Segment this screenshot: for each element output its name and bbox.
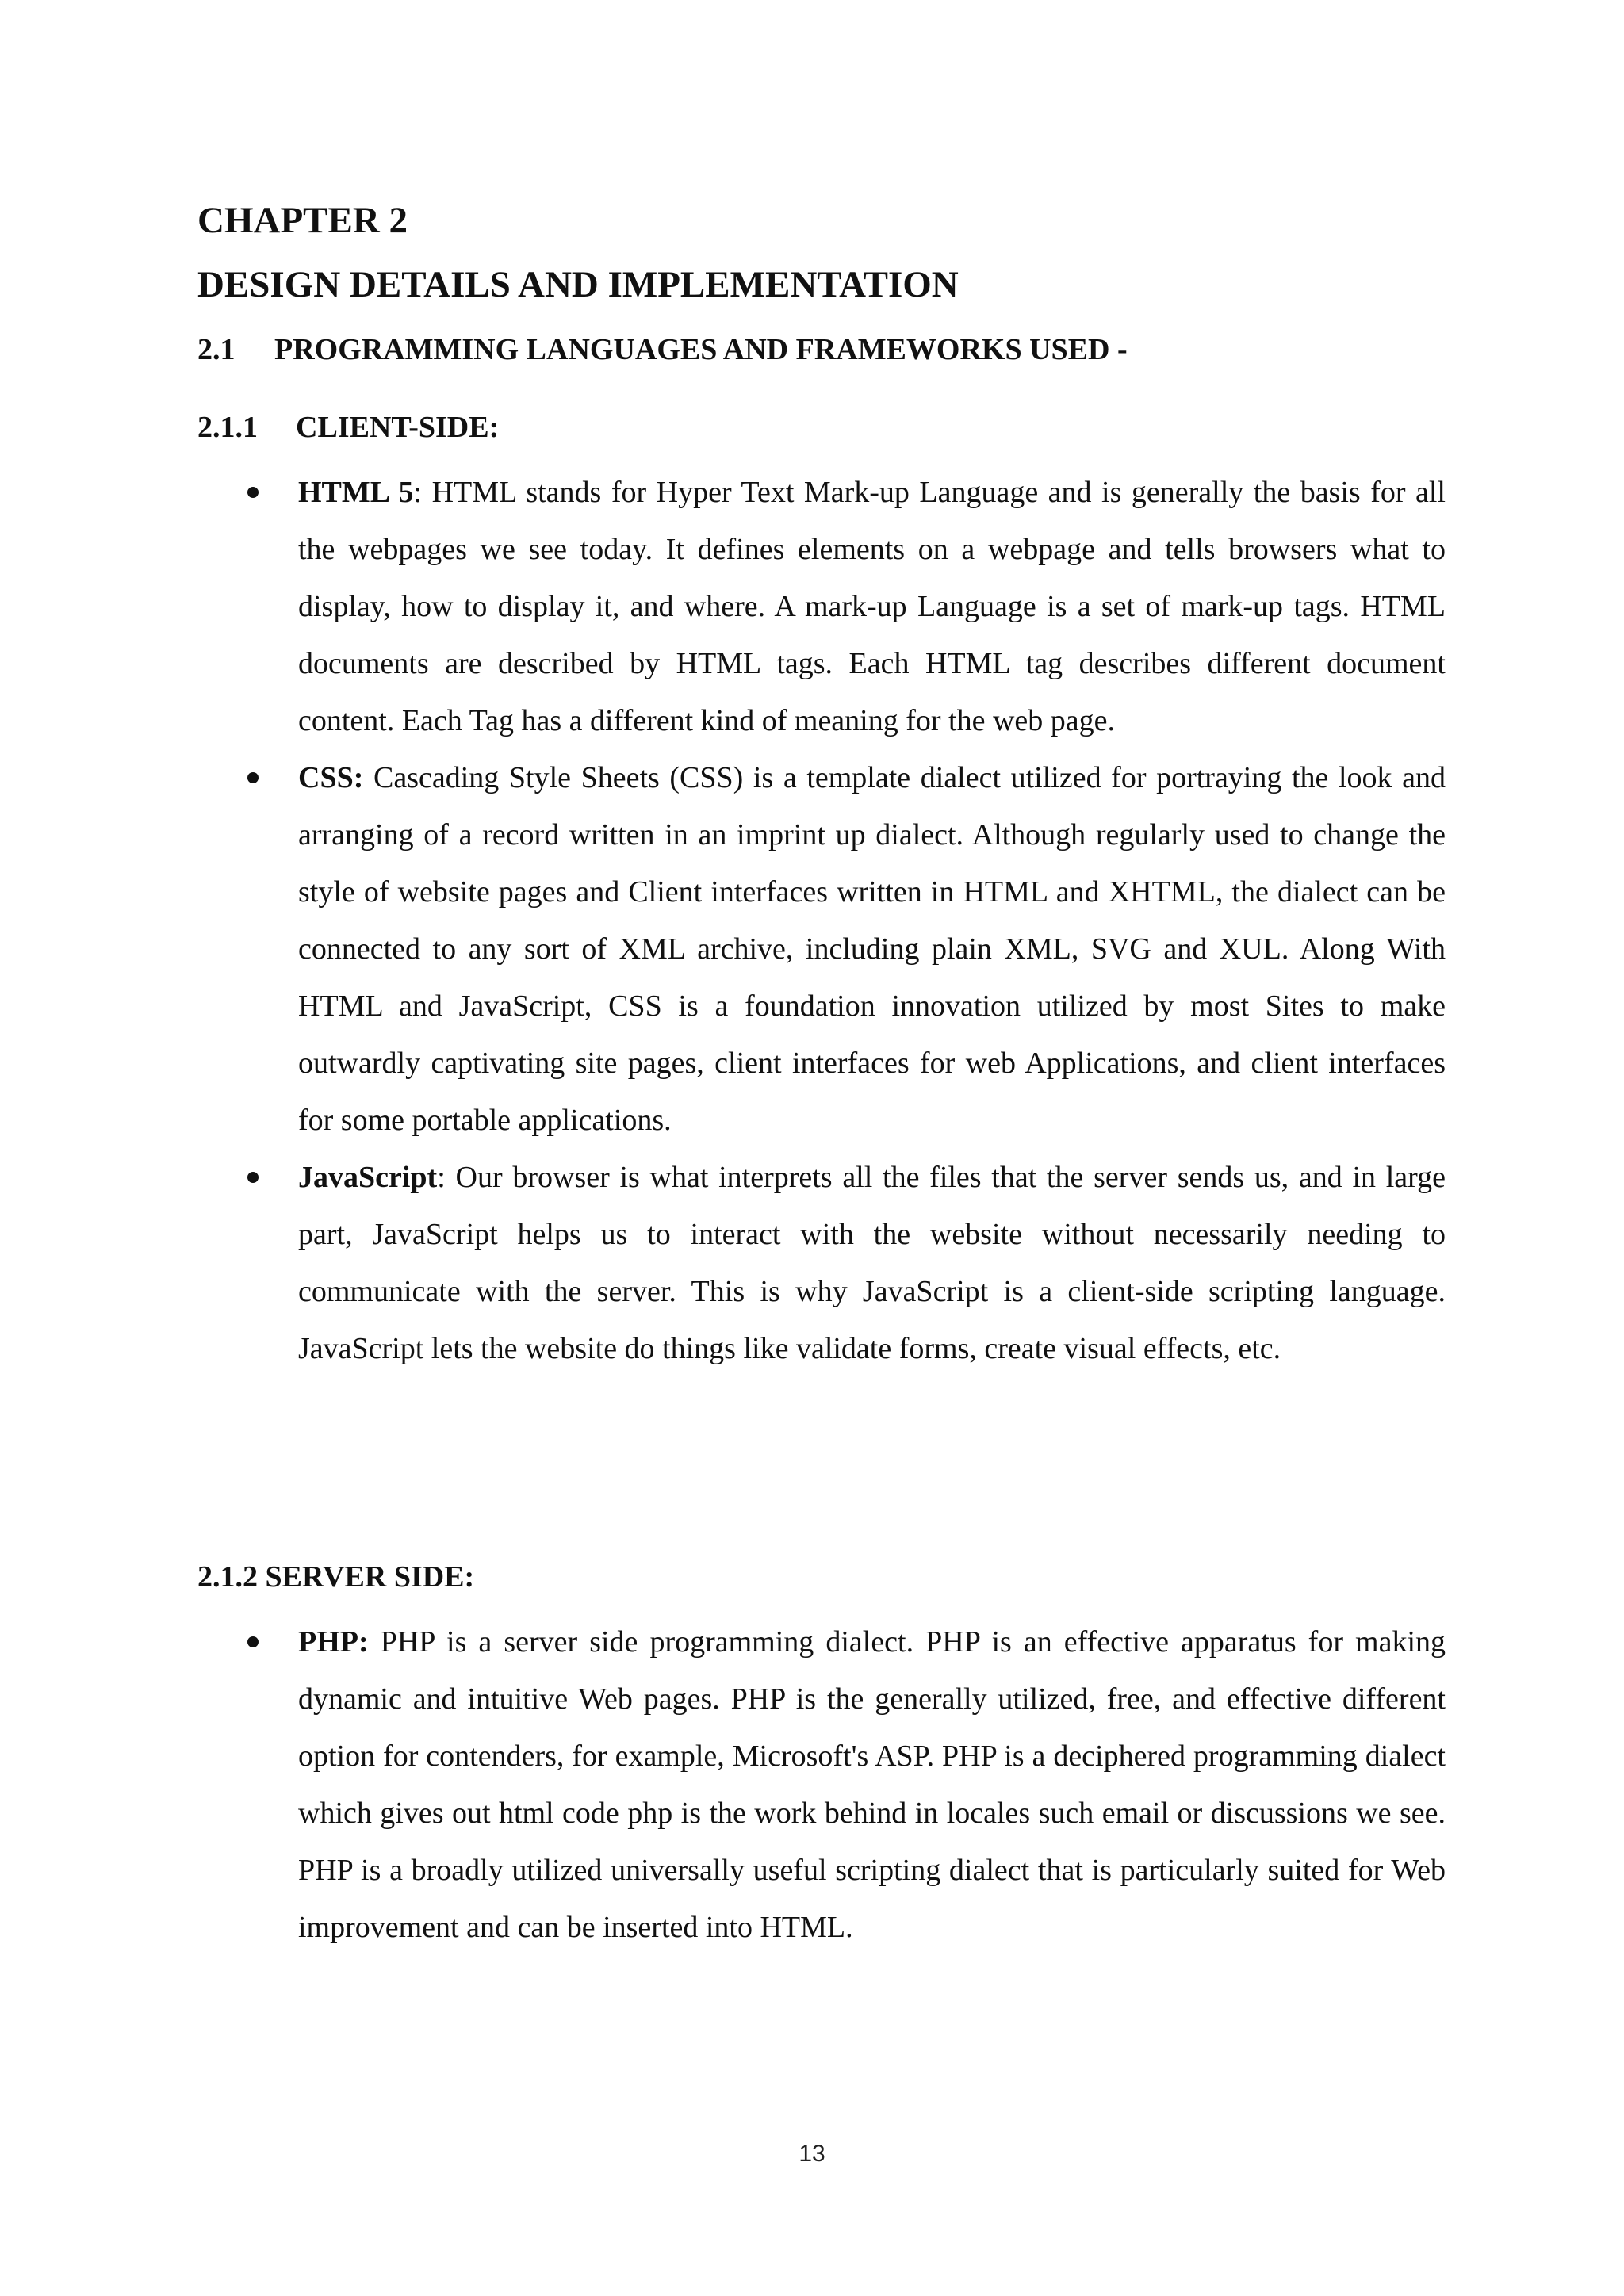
section-title: PROGRAMMING LANGUAGES AND FRAMEWORKS USED -	[274, 333, 1128, 366]
term-label: JavaScript	[298, 1161, 438, 1194]
bullet-icon	[247, 1172, 259, 1183]
section-heading-2-1-2: 2.1.2 SERVER SIDE:	[197, 1560, 475, 1594]
item-description: HTML stands for Hyper Text Mark-up Language and is generally the basis for all the webpages we see today. It defines elements on a webpage and tells browsers what to display, how to display it, and where. A mark-up Language is a set of mark-up tags. HTML documents are described by HTML tags. Each HTML tag describes different document content. Each Tag has a different kind of meaning for the web page.	[298, 476, 1446, 737]
section-number: 2.1.1	[197, 411, 258, 444]
list-item-css	[197, 749, 1446, 1149]
term-separator	[363, 761, 373, 794]
term-label: HTML 5	[298, 476, 414, 509]
chapter-label: CHAPTER 2	[197, 200, 408, 241]
bullet-icon	[247, 1636, 259, 1647]
list-item-php	[197, 1613, 1446, 1956]
bullet-icon	[247, 487, 259, 498]
client-side-list	[197, 464, 1446, 1377]
bullet-icon	[247, 772, 259, 783]
chapter-title: DESIGN DETAILS AND IMPLEMENTATION	[197, 264, 959, 305]
section-number: 2.1	[197, 333, 236, 366]
term-label: PHP:	[298, 1625, 369, 1659]
list-item-html5	[197, 464, 1446, 749]
term-separator: :	[437, 1161, 456, 1194]
page-number: 13	[799, 2141, 825, 2167]
item-description: PHP is a server side programming dialect. PHP is an effective apparatus for making dynamic and intuitive Web pages. PHP is the generally utilized, free, and effective different option for contenders, for example, Microsoft's ASP. PHP is a deciphered programming dialect which gives out html code php is the work behind in locales such email or discussions we see. PHP is a broadly utilized universally useful scripting dialect that is particularly suited for Web improvement and can be inserted into HTML.	[298, 1625, 1446, 1944]
item-description: Our browser is what interprets all the files that the server sends us, and in large part, JavaScript helps us to interact with the website without necessarily needing to communicate with the server. This is why JavaScript is a client-side scripting language. JavaScript lets the website do things like validate forms, create visual effects, etc.	[298, 1161, 1446, 1365]
server-side-list	[197, 1613, 1446, 1956]
term-separator: :	[413, 476, 432, 509]
section-heading-2-1	[197, 335, 1128, 365]
list-item-javascript	[197, 1149, 1446, 1377]
section-title: CLIENT-SIDE:	[296, 411, 500, 444]
section-heading-2-1-1	[197, 412, 499, 442]
term-label: CSS:	[298, 761, 364, 794]
term-separator	[369, 1625, 381, 1659]
item-description: Cascading Style Sheets (CSS) is a template dialect utilized for portraying the look and arranging of a record written in an imprint up dialect. Although regularly used to change the style of website pages and Client interfaces written in HTML and XHTML, the dialect can be connected to any sort of XML archive, including plain XML, SVG and XUL. Along With HTML and JavaScript, CSS is a foundation innovation utilized by most Sites to make outwardly captivating site pages, client interfaces for web Applications, and client interfaces for some portable applications.	[298, 761, 1446, 1137]
